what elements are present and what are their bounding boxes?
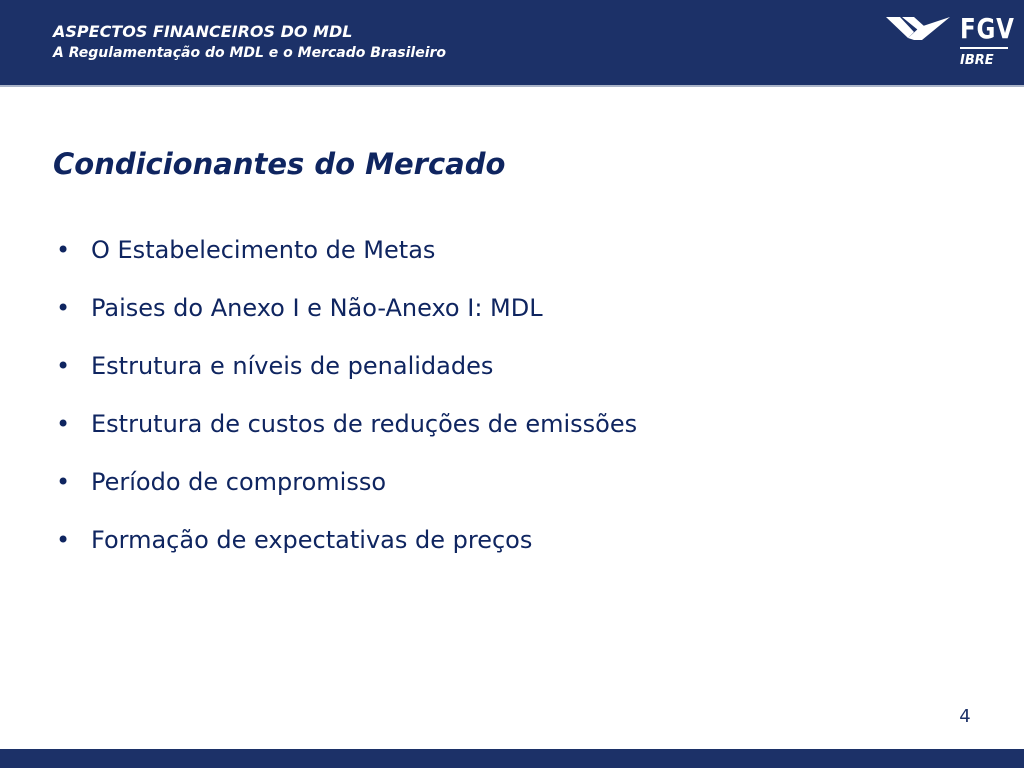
header-bar [0,0,1024,87]
logo-ibre-text: IBRE [960,53,994,68]
bullet-icon: • [56,352,71,380]
bullet-text: Estrutura de custos de reduções de emissões [91,410,638,438]
logo-divider [960,47,1008,49]
footer-bar [0,749,1024,768]
presentation-subtitle: A Regulamentação do MDL e o Mercado Brasileiro [53,45,447,61]
bullet-text: Período de compromisso [91,468,387,496]
logo-fgv-text: FGV [960,12,1015,45]
fgv-chevron-icon [884,14,954,44]
page-number: 4 [959,706,971,727]
bullet-text: Formação de expectativas de preços [91,526,533,554]
bullet-text: O Estabelecimento de Metas [91,236,436,264]
presentation-title: ASPECTOS FINANCEIROS DO MDL [53,22,353,41]
bullet-icon: • [56,468,71,496]
bullet-icon: • [56,526,71,554]
fgv-ibre-logo [884,12,1015,74]
bullet-text: Estrutura e níveis de penalidades [91,352,494,380]
bullet-icon: • [56,294,71,322]
slide-title: Condicionantes do Mercado [53,147,506,181]
bullet-icon: • [56,236,71,264]
bullet-text: Paises do Anexo I e Não-Anexo I: MDL [91,294,543,322]
bullet-icon: • [56,410,71,438]
